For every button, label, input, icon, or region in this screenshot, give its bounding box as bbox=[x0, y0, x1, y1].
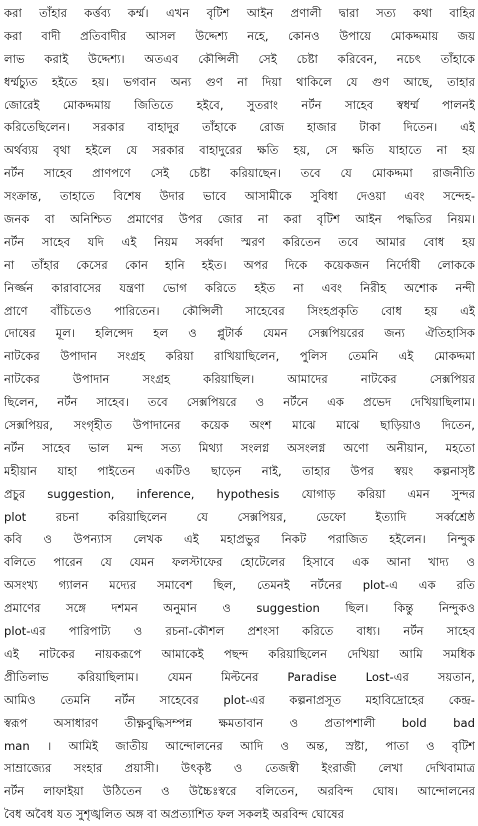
text-line: মহীয়ান যাহা পাইতেন একটিও ছাড়েন নাই, তাহার উপর স্বয়ং কল্পনাসৃষ্ট bbox=[4, 463, 475, 478]
text-line: করা তাঁহার কর্ত্তব্য কর্ম্ম। এখন বৃটিশ আইন প্রণালী দ্বারা সত্য কথা বাহির bbox=[4, 6, 475, 20]
text-line: plot-এর পারিপাট্য ও রচনা-কৌশল প্রশংসা করিতে বাধ্য। নর্টন সাহেব bbox=[4, 624, 475, 639]
text-line: অসংখ্য গ্যালন মদ্যের সমাবেশ ছিল, তেমনই নর্টনের plot-এ এক রতি bbox=[4, 578, 475, 593]
text-line: করিতেছিলেন। সরকার বাহাদুর তাঁহাকে রোজ হাজার টাকা দিতেন। এই bbox=[4, 120, 475, 135]
text-line: plot রচনা করিয়াছিলেন যে সেক্সপিয়র, ডেফো ইত্যাদি সর্ব্বশ্রেষ্ঠ bbox=[4, 509, 475, 524]
text-line: সাম্রাজ্যের সংহার প্রয়াসী। উৎকৃষ্ট ও তেজস্বী ইংরাজী লেখা দেখিবামাত্র bbox=[4, 761, 475, 776]
text-line: নর্টন লাফাইয়া উঠিতেন ও উচ্চৈঃস্বরে বলিতেন, অরবিন্দ ঘোষ। আন্দোলনের bbox=[4, 784, 475, 799]
text-line: করা বাদী প্রতিবাদীর আসল উদ্দেশ্য নহে, কোনও উপায়ে মোকদ্দমায় জয় bbox=[4, 28, 475, 43]
text-line: স্বরূপ অসাধারণ তীক্ষ্ণবুদ্ধিসম্পন্ন ক্ষমতাবান ও প্রতাপশালী bold bad bbox=[4, 715, 475, 730]
text-line: জনক বা অনিশ্চিত প্রমাণের উপর জোর না করা বৃটিশ আইন পদ্ধতির নিয়ম। bbox=[4, 212, 475, 227]
text-line: প্রীতিলাভ করিয়াছিলাম। যেমন মিল্টনের Paradise Lost-এর সয়তান, bbox=[4, 669, 475, 684]
text-line: সংক্রান্ত, তাহাতে বিশেষ উদার ভাবে আসামীকে সুবিধা দেওয়া এবং সন্দেহ- bbox=[4, 189, 475, 204]
text-line: দোষের মূল। হলিন্সেদ হল ও প্লুটার্ক যেমন সেক্সপিয়রের জন্য ঐতিহাসিক bbox=[4, 326, 475, 341]
text-line: সেক্সপিয়র, সংগৃহীত উপাদানের কয়েক অংশ মাঝে মাঝে ছাড়িয়াও দিতেন, bbox=[4, 418, 475, 433]
text-line: নর্টন সাহেব ভাল মন্দ সত্য মিথ্যা সংলগ্ন অসংলগ্ন অণো অনীয়ান, মহতো bbox=[4, 440, 475, 455]
text-line: ধর্ম্মচ্যুত হইতে হয়। ভগবান অন্য গুণ না দিয়া থাকিলে যে গুণ আছে, তাহার bbox=[4, 74, 475, 89]
text-line: আমিও তেমনি নর্টন সাহেবের plot-এর কল্পনাপ্রসূত মহাবিদ্রোহের কেন্দ্র- bbox=[4, 692, 475, 707]
text-line: ছিলেন, নর্টন সাহেব। তবে সেক্সপিয়রে ও নর্টনে এক প্রভেদ দেখিয়াছিলাম। bbox=[4, 395, 475, 410]
text-line: এই নাটকের নায়করূপে আমাকেই পছন্দ করিয়াছিলেন দেখিয়া আমি সমধিক bbox=[4, 646, 475, 661]
text-line: অর্থব্যয় বৃথা হইলে যে সরকার বাহাদুরের ক্ষতি হয়, সে ক্ষতি যাহাতে না হয় bbox=[4, 143, 475, 158]
text-line: লাভ করাই উদ্দেশ্য। অতএব কৌন্সিলী সেই চেষ্টা করিবেন, নচেৎ তাঁহাকে bbox=[4, 51, 475, 66]
text-line: প্রমাণের সঙ্গে দশমন অনুমান ও suggestion ছিল। কিন্তু নিন্দুকও bbox=[4, 601, 475, 616]
text-line: না তাঁহার কেসের কোন হানি হইত। অপর দিকে কয়েকজন নির্দোষী লোককে bbox=[4, 257, 475, 272]
text-line: নাটকের উপাদান সংগ্রহ করিয়া রাখিয়াছিলেন, পুলিস তেমনি এই মোকদ্দমা bbox=[4, 349, 475, 364]
text-line: প্রাণে বাঁচিতেও পারিতেন। কৌন্সিলী সাহেবের সিংহপ্রকৃতি বোধ হয় এই bbox=[4, 303, 475, 318]
text-line: কবি ও উপন্যাস লেখক এই মহাপ্রভুর নিকট পরাজিত হইলেন। নিন্দুক bbox=[4, 532, 475, 547]
text-line: বলিতে পারেন যে যেমন ফলস্টাফের হোটেলের হিসাবে এক আনা খাদ্য ও bbox=[4, 555, 475, 570]
text-line: নির্জ্জন কারাবাসের যন্ত্রণা ভোগ করিতে হইত না এবং নিরীহ অশোক নন্দী bbox=[4, 280, 475, 295]
text-line: নর্টন সাহেব প্রাণপণে সেই চেষ্টা করিয়াছেন। তবে যে মোকদ্দমা রাজনীতি bbox=[4, 166, 475, 181]
text-line: নাটকের উপাদান সংগ্রহ করিয়াছিল। আমাদের নাটকের সেক্সপিয়র bbox=[4, 372, 475, 387]
text-line: প্রচুর suggestion, inference, hypothesis যোগাড় করিয়া এমন সুন্দর bbox=[4, 486, 475, 501]
text-line: জোরেই মোকদ্দমায় জিতিতে হইবে, সুতরাং নর্টন সাহেব স্বধর্ম্ম পালনই bbox=[4, 97, 475, 112]
text-line: নর্টন সাহেব যদি এই নিয়ম সর্ব্বদা স্মরণ করিতেন তবে আমার বোধ হয় bbox=[4, 234, 475, 249]
text-line: man । আমিই জাতীয় আন্দোলনের আদি ও অন্ত, স্রষ্টা, পাতা ও বৃটিশ bbox=[4, 738, 475, 753]
text-line: বৈধ অবৈধ যত সুশৃঙ্খলিত অঙ্গ বা অপ্রত্যাশিত ফল সকলই অরবিন্দ ঘোষের bbox=[4, 807, 345, 822]
